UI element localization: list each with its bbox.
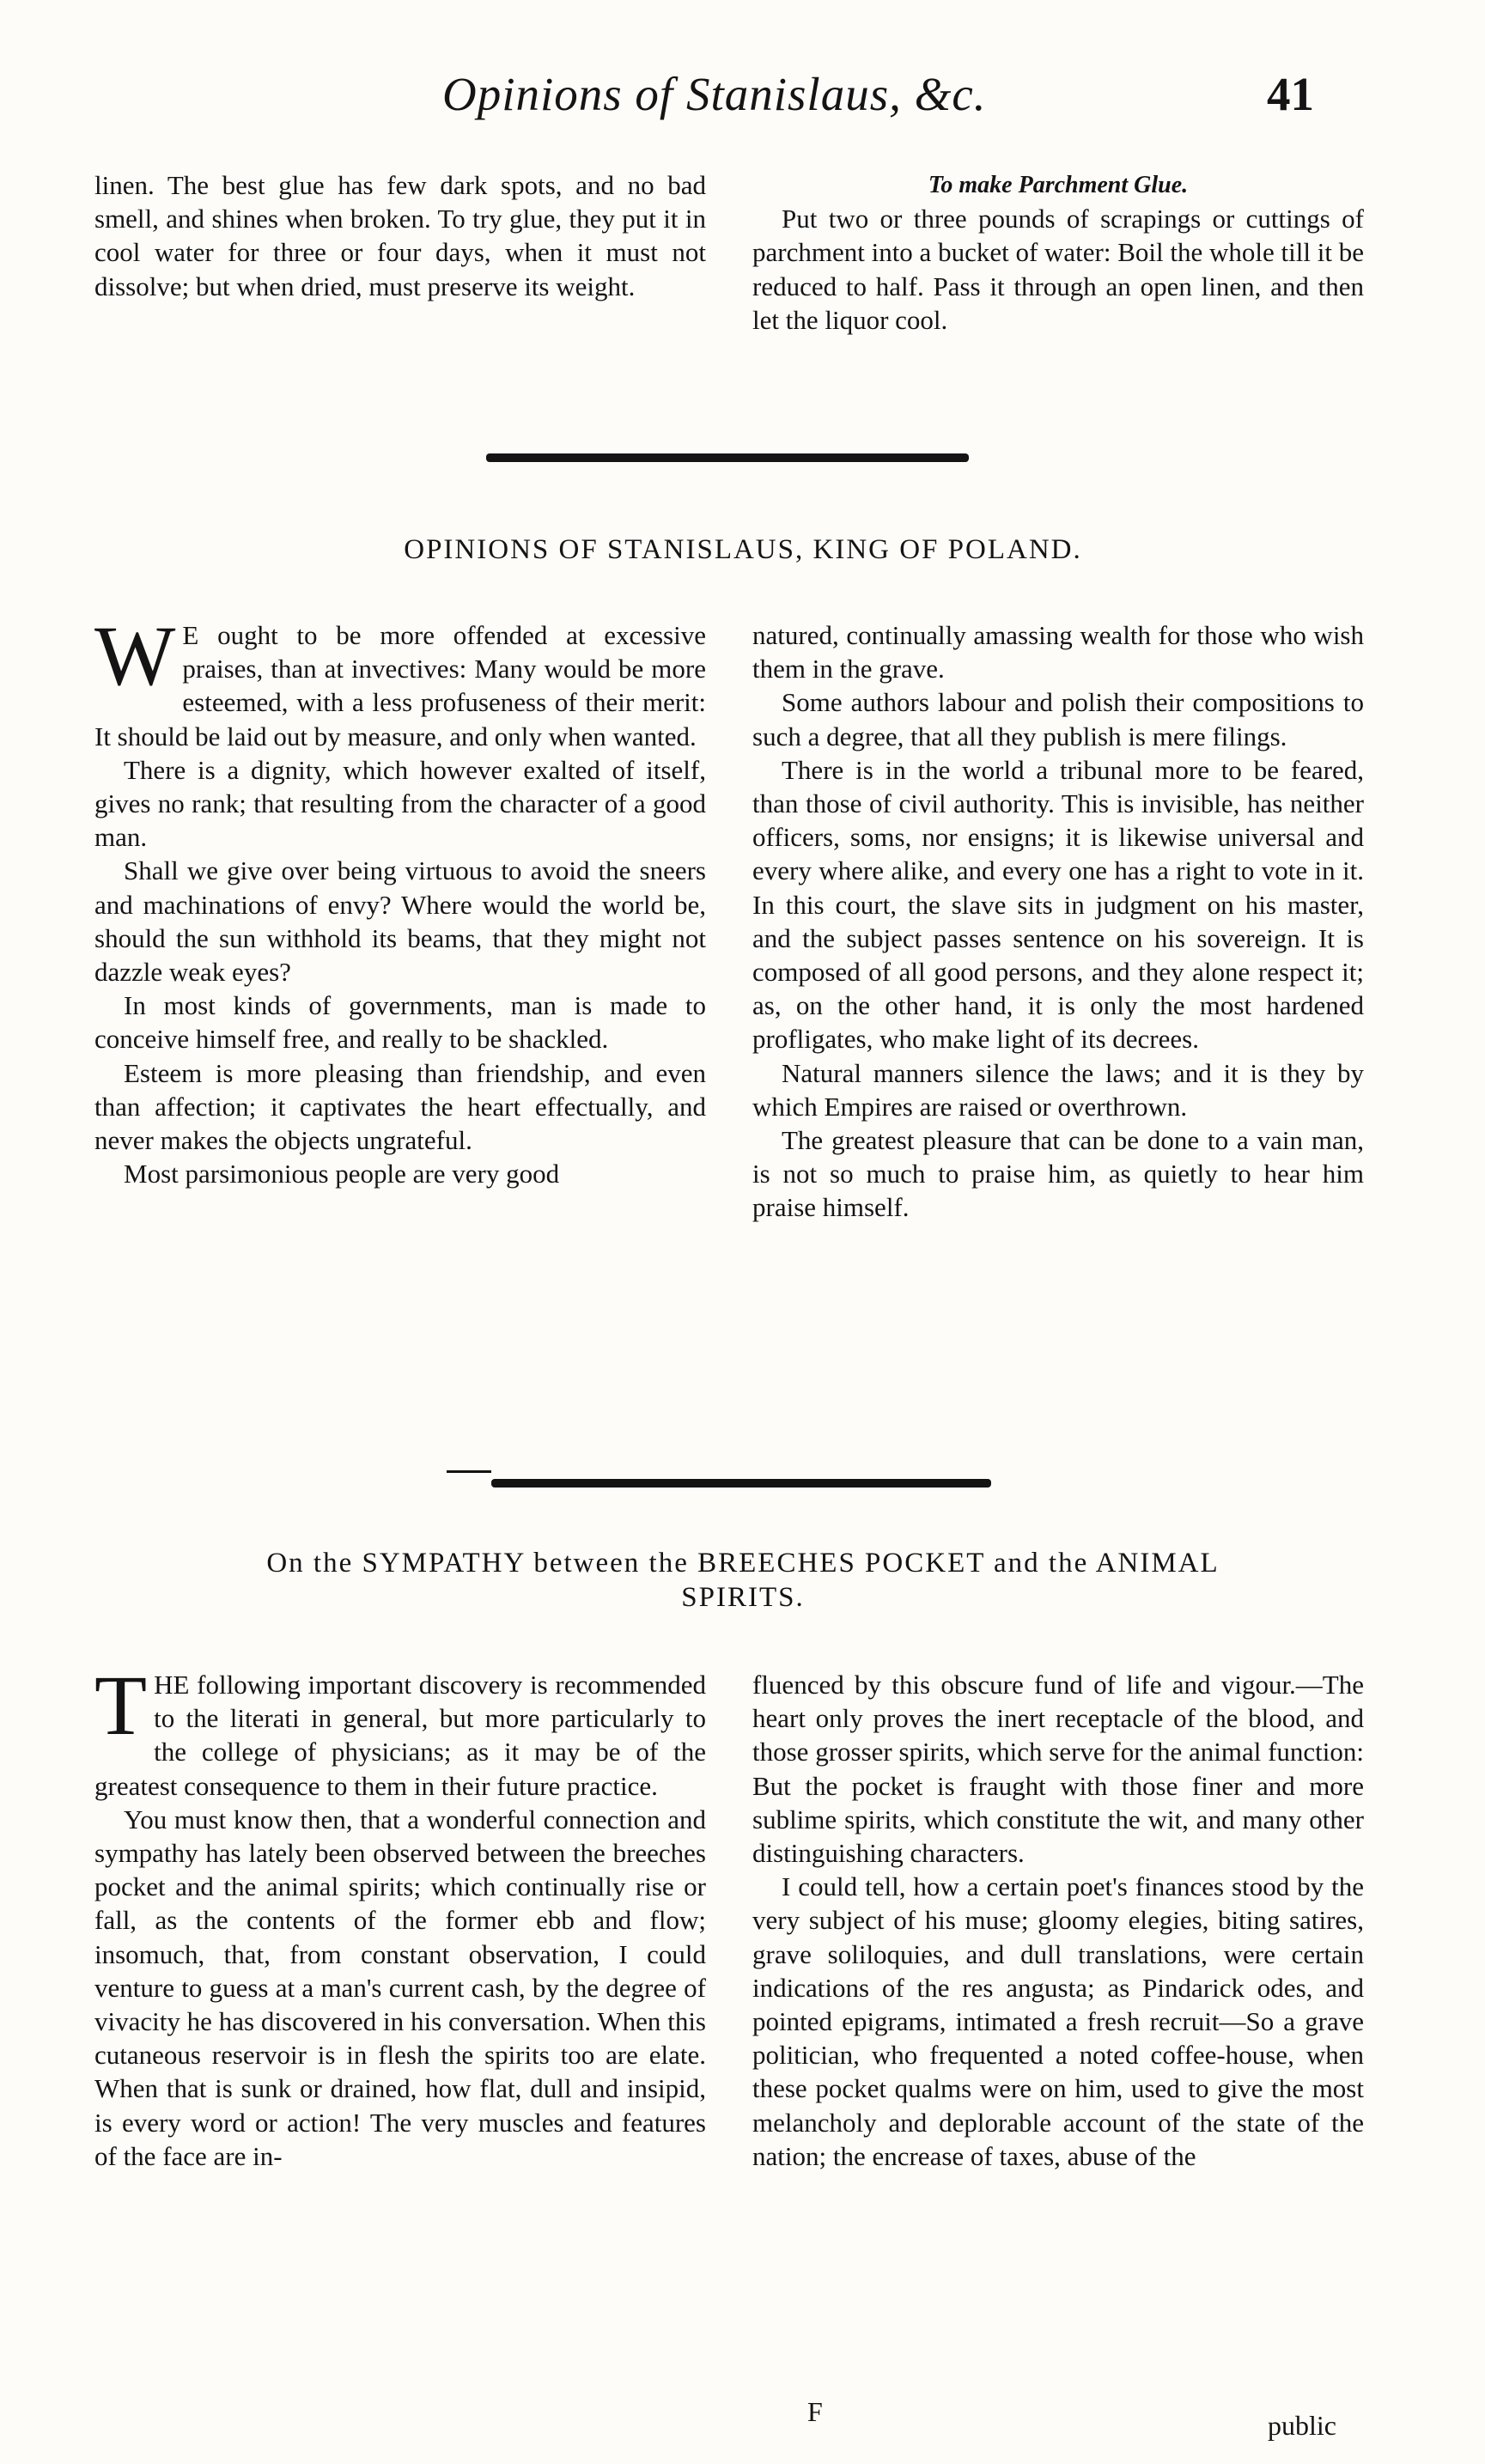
sympathy-right-column <box>752 1668 1364 2173</box>
signature-mark: F <box>807 2396 823 2427</box>
stanislaus-paragraph-6: Most parsimonious people are very good <box>124 1159 560 1189</box>
stanislaus-paragraph-5: Esteem is more pleasing than friendship, and even than affection; it captivates the heart effectually, and never makes the objects ungrateful. <box>94 1057 706 1156</box>
stanislaus-paragraph-8: Some authors labour and polish their compositions to such a degree, that all they publish is mere filings. <box>752 687 1364 751</box>
glue-right-column <box>752 168 1364 337</box>
short-dash <box>447 1470 491 1473</box>
running-title: Opinions of Stanislaus, &c. <box>442 68 987 120</box>
stanislaus-paragraph-10: Natural manners silence the laws; and it is they by which Empires are raised or overthrown. <box>752 1057 1364 1122</box>
sympathy-title <box>94 1546 1391 1615</box>
stanislaus-paragraph-7: natured, continually amassing wealth for those who wish them in the grave. <box>752 620 1364 684</box>
stanislaus-right-column <box>752 618 1364 1225</box>
drop-cap: W <box>94 608 176 703</box>
drop-cap: T <box>94 1658 148 1753</box>
sympathy-title-line-2: SPIRITS. <box>681 1582 805 1613</box>
stanislaus-paragraph-2: There is a dignity, which however exalted of itself, gives no rank; that resulting from the character of a good man. <box>94 754 706 853</box>
stanislaus-left-column <box>94 608 706 1190</box>
sympathy-left-column <box>94 1658 706 2173</box>
running-head <box>0 67 1485 136</box>
stanislaus-paragraph-9: There is in the world a tribunal more to be feared, than those of civil authority. This is invisible, has neither officers, soms, nor ensigns; it is likewise universal and every where alike, and every one has a right to vote in it. In this court, the slave sits in judgment on his master, and the subject passes sentence on his sovereign. It is composed of all good persons, and they alone respect it; as, on the other hand, it is only the most hardened profligates, who make light of its decrees. <box>752 754 1364 1055</box>
section-rule <box>486 453 969 462</box>
parchment-glue-text: Put two or three pounds of scrapings or cuttings of parchment into a bucket of water: Boil the whole till it be reduced to half. Pass it through an open linen, and then let the liquor cool. <box>752 204 1364 335</box>
sympathy-paragraph-1: THE following important discovery is recommended to the literati in general, but more particularly to the college of physicians; as it may be of the greatest consequence to them in their future practice. <box>94 1658 706 1801</box>
stanislaus-title: OPINIONS OF STANISLAUS, KING OF POLAND. <box>404 534 1082 565</box>
stanislaus-paragraph-1: W E ought to be more offended at excessive praises, than at invectives: Many would be more esteemed, with a less profuseness of their merit: It should be laid out by measure, and only when wanted. <box>94 608 706 751</box>
stanislaus-paragraph-4: In most kinds of governments, man is made to conceive himself free, and really to be shackled. <box>94 990 706 1055</box>
catchword: public <box>1268 2410 1336 2441</box>
page-number: 41 <box>1267 68 1314 120</box>
stanislaus-paragraph-3: Shall we give over being virtuous to avoid the sneers and machinations of envy? Where would the world be, should the sun withhold its beams, that they might not dazzle weak eyes? <box>94 855 706 988</box>
sympathy-paragraph-2: You must know then, that a wonderful connection and sympathy has lately been observed between the breeches pocket and the animal spirits; which continually rise or fall, as the contents of the former ebb and flow; insomuch, that, from constant observation, I could venture to guess at a man's current cash, by the degree of vivacity he has discovered in his conversation. When this cutaneous reservoir is in flesh the spirits too are elate. When that is sunk or drained, how flat, dull and insipid, is every word or action! The very muscles and features of the face are in- <box>94 1804 706 2171</box>
sympathy-title-line-1: On the SYMPATHY between the BREECHES POCKET and the ANIMAL <box>266 1548 1220 1579</box>
sympathy-paragraph-4: I could tell, how a certain poet's finances stood by the very subject of his muse; gloomy elegies, biting satires, grave soliloquies, and dull translations, were certain indications of the res angusta; as Pindarick odes, and pointed epigrams, intimated a fresh recruit—So a grave politician, who frequented a noted coffee-house, when these pocket qualms were on him, used to give the most melancholy and deplorable account of the state of the nation; the encrease of taxes, abuse of the <box>752 1871 1364 2171</box>
glue-left-column <box>94 168 706 303</box>
sympathy-paragraph-3: fluenced by this obscure fund of life and vigour.—The heart only proves the inert receptacle of the blood, and those grosser spirits, which serve for the animal function: But the pocket is fraught with those finer and more sublime spirits, which constitute the wit, and many other distinguishing characters. <box>752 1670 1364 1869</box>
glue-left-text: linen. The best glue has few dark spots, and no bad smell, and shines when broken. To try glue, they put it in cool water for three or four days, when it must not dissolve; but when dried, must preserve its weight. <box>94 170 706 301</box>
section-rule <box>491 1479 991 1488</box>
stanislaus-paragraph-11: The greatest pleasure that can be done to a vain man, is not so much to praise him, as quietly to hear him praise himself. <box>752 1125 1364 1223</box>
parchment-glue-heading: To make Parchment Glue. <box>928 172 1189 198</box>
